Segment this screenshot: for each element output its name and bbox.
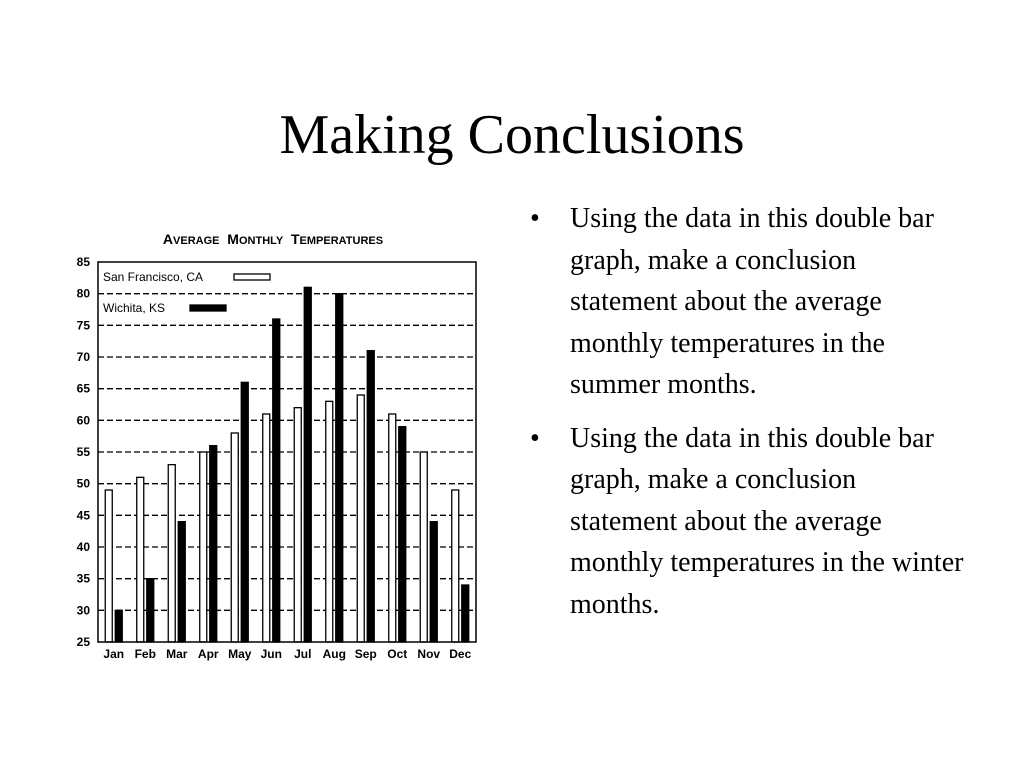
chart-title-rest: EMPERATURES	[299, 235, 384, 247]
x-tick-label: Oct	[387, 647, 408, 661]
y-tick-label: 65	[76, 381, 90, 396]
bars-layer	[105, 287, 469, 642]
bullet-marker: •	[530, 422, 540, 454]
bullet-item-summer	[530, 198, 970, 406]
bar-san-francisco	[263, 414, 270, 642]
bullet-text: Using the data in this double bar graph, make a conclusion statement about the average monthly temperatures in the summer months.	[570, 203, 934, 400]
bullet-marker: •	[530, 203, 540, 234]
chart-title-rest: ONTHLY	[238, 235, 284, 247]
legend-swatch	[190, 305, 226, 311]
legend-label: San Francisco, CA	[103, 270, 204, 284]
y-tick-label: 85	[76, 255, 90, 269]
bar-san-francisco	[231, 433, 238, 642]
bar-san-francisco	[326, 401, 333, 642]
y-tick-label: 75	[76, 318, 90, 333]
x-tick-label: Aug	[322, 647, 346, 661]
x-tick-label: Jun	[260, 647, 282, 661]
bar-san-francisco	[452, 490, 459, 642]
bar-wichita	[336, 294, 343, 642]
x-tick-label: Feb	[134, 647, 156, 661]
chart-title-rest: VERAGE	[173, 235, 220, 247]
x-tick-label: May	[228, 647, 252, 661]
bar-san-francisco	[200, 452, 207, 642]
chart-title-initial: T	[283, 231, 300, 247]
legend	[103, 270, 270, 315]
chart-title-initial: M	[219, 231, 239, 247]
bar-wichita	[367, 351, 374, 642]
bar-san-francisco	[420, 452, 427, 642]
legend-swatch	[234, 274, 270, 280]
bar-wichita	[241, 382, 248, 642]
y-tick-label: 55	[76, 445, 90, 459]
bar-san-francisco	[105, 490, 112, 642]
bar-wichita	[462, 585, 469, 642]
bar-wichita	[147, 579, 154, 642]
bar-san-francisco	[137, 477, 144, 642]
y-tick-label: 45	[76, 508, 90, 523]
y-tick-label: 25	[76, 635, 90, 649]
temperature-chart	[62, 222, 492, 672]
legend-label: Wichita, KS	[103, 301, 166, 315]
chart-title	[163, 231, 383, 247]
grid-layer	[98, 294, 476, 611]
chart-svg	[62, 222, 492, 672]
y-axis-ticks	[77, 255, 91, 649]
x-axis-ticks	[103, 647, 471, 661]
bar-san-francisco	[357, 395, 364, 642]
y-tick-label: 30	[76, 603, 90, 618]
x-tick-label: Sep	[354, 647, 377, 661]
bullet-text: Using the data in this double bar graph, make a conclusion statement about the average monthly temperatures in the winter months.	[570, 422, 964, 620]
bar-san-francisco	[389, 414, 396, 642]
x-tick-label: Nov	[417, 647, 441, 661]
bar-san-francisco	[168, 465, 175, 642]
x-tick-label: Mar	[166, 647, 188, 661]
bar-wichita	[430, 522, 437, 642]
bullet-list	[530, 198, 970, 637]
bar-wichita	[210, 446, 217, 642]
bar-wichita	[304, 287, 311, 642]
y-tick-label: 50	[76, 476, 90, 491]
x-tick-label: Jan	[103, 647, 125, 661]
x-tick-label: Jul	[294, 647, 312, 661]
y-tick-label: 60	[76, 413, 90, 428]
bar-san-francisco	[294, 408, 301, 642]
bar-wichita	[115, 610, 122, 642]
chart-title-initial: A	[162, 231, 174, 247]
bar-wichita	[273, 319, 280, 642]
y-tick-label: 40	[76, 540, 90, 554]
bullet-item-winter	[530, 418, 970, 626]
bar-wichita	[178, 522, 185, 642]
slide-title: Making Conclusions	[279, 104, 745, 166]
y-tick-label: 35	[76, 571, 90, 586]
y-tick-label: 80	[76, 286, 90, 301]
y-tick-label: 70	[76, 350, 90, 364]
x-tick-label: Dec	[449, 647, 472, 661]
bar-wichita	[399, 427, 406, 642]
x-tick-label: Apr	[197, 647, 219, 661]
